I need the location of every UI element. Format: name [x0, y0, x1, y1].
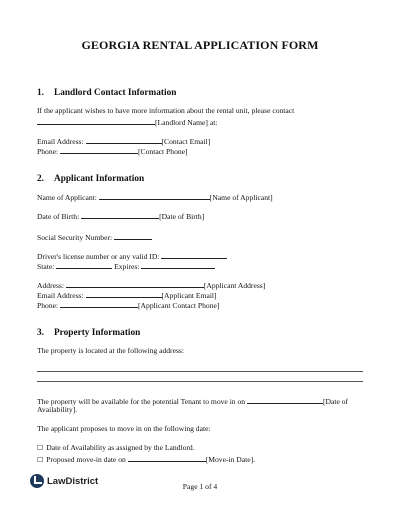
checkbox-icon[interactable]: ☐ — [37, 444, 44, 452]
document-title: GEORGIA RENTAL APPLICATION FORM — [81, 38, 319, 52]
landlord-name-blank[interactable] — [37, 116, 155, 125]
section-1-title: Landlord Contact Information — [54, 88, 177, 98]
license-label: Driver's license number or any valid ID: — [37, 252, 160, 261]
ssn-blank[interactable] — [114, 231, 152, 240]
property-address-blank-1[interactable] — [37, 371, 363, 372]
applicant-phone-value: [Applicant Contact Phone] — [138, 301, 220, 310]
section-2-heading — [37, 174, 144, 184]
landlord-email-value: [Contact Email] — [161, 137, 211, 146]
dob-label: Date of Birth: — [37, 212, 80, 221]
checkbox-icon[interactable]: ☐ — [37, 456, 44, 464]
ssn-label: Social Security Number: — [37, 233, 113, 242]
state-label: State: — [37, 262, 55, 271]
section-1-number: 1. — [37, 88, 44, 98]
move-in-option-2 — [37, 453, 255, 465]
state-blank[interactable] — [56, 260, 112, 269]
section-3-number: 3. — [37, 328, 44, 338]
property-address-blank-2[interactable] — [37, 381, 363, 382]
applicant-email-value: [Applicant Email] — [161, 291, 217, 300]
section-2-title: Applicant Information — [54, 174, 145, 184]
availability-line — [37, 395, 348, 407]
property-address-intro: The property is located at the following address: — [37, 346, 184, 355]
applicant-name-value: [Name of Applicant] — [209, 193, 273, 202]
dob-line — [37, 210, 204, 222]
page-number: Page 1 of 4 — [182, 482, 218, 491]
move-in-option-2-label: Proposed move-in date on — [46, 455, 126, 464]
section-1-heading — [37, 88, 176, 98]
landlord-email-blank[interactable] — [86, 135, 162, 144]
landlord-name-suffix: [Landlord Name] at: — [155, 118, 218, 127]
applicant-email-label: Email Address: — [37, 291, 84, 300]
applicant-phone-line — [37, 299, 219, 311]
applicant-name-label: Name of Applicant: — [37, 193, 97, 202]
availability-text: The property will be available for the potential Tenant to move in on — [37, 397, 246, 406]
expires-label: Expires: — [114, 262, 140, 271]
move-in-option-1-label: Date of Availability as assigned by the Landlord. — [46, 443, 195, 452]
applicant-phone-blank[interactable] — [60, 299, 138, 308]
move-in-date-blank[interactable] — [128, 453, 206, 462]
dob-blank[interactable] — [81, 210, 159, 219]
section-3-title: Property Information — [54, 328, 141, 338]
applicant-address-value: [Applicant Address] — [203, 281, 266, 290]
applicant-address-label: Address: — [37, 281, 64, 290]
move-in-date-value: [Move-in Date]. — [205, 455, 256, 464]
ssn-line — [37, 231, 152, 243]
section-2-number: 2. — [37, 174, 44, 184]
license-blank[interactable] — [161, 250, 227, 259]
applicant-name-line — [37, 191, 273, 203]
landlord-phone-value: [Contact Phone] — [138, 147, 188, 156]
applicant-name-blank[interactable] — [99, 191, 210, 200]
section-3-heading — [37, 328, 140, 338]
availability-value-start: [Date of — [323, 397, 349, 406]
availability-value-end: Availability]. — [37, 405, 78, 414]
brand-name: LawDistrict — [47, 475, 99, 487]
applicant-address-blank[interactable] — [66, 279, 204, 288]
move-in-intro: The applicant proposes to move in on the following date: — [37, 424, 211, 433]
applicant-phone-label: Phone: — [37, 301, 59, 310]
landlord-name-line — [37, 116, 217, 128]
availability-blank[interactable] — [247, 395, 323, 404]
landlord-phone-line — [37, 145, 188, 157]
state-expires-line — [37, 260, 215, 272]
section-1-intro: If the applicant wishes to have more information about the rental unit, please contact — [37, 106, 295, 115]
landlord-phone-label: Phone: — [37, 147, 59, 156]
expires-blank[interactable] — [141, 260, 215, 269]
applicant-email-blank[interactable] — [86, 289, 162, 298]
landlord-phone-blank[interactable] — [60, 145, 138, 154]
move-in-option-1 — [37, 443, 195, 453]
dob-value: [Date of Birth] — [159, 212, 205, 221]
landlord-email-label: Email Address: — [37, 137, 84, 146]
